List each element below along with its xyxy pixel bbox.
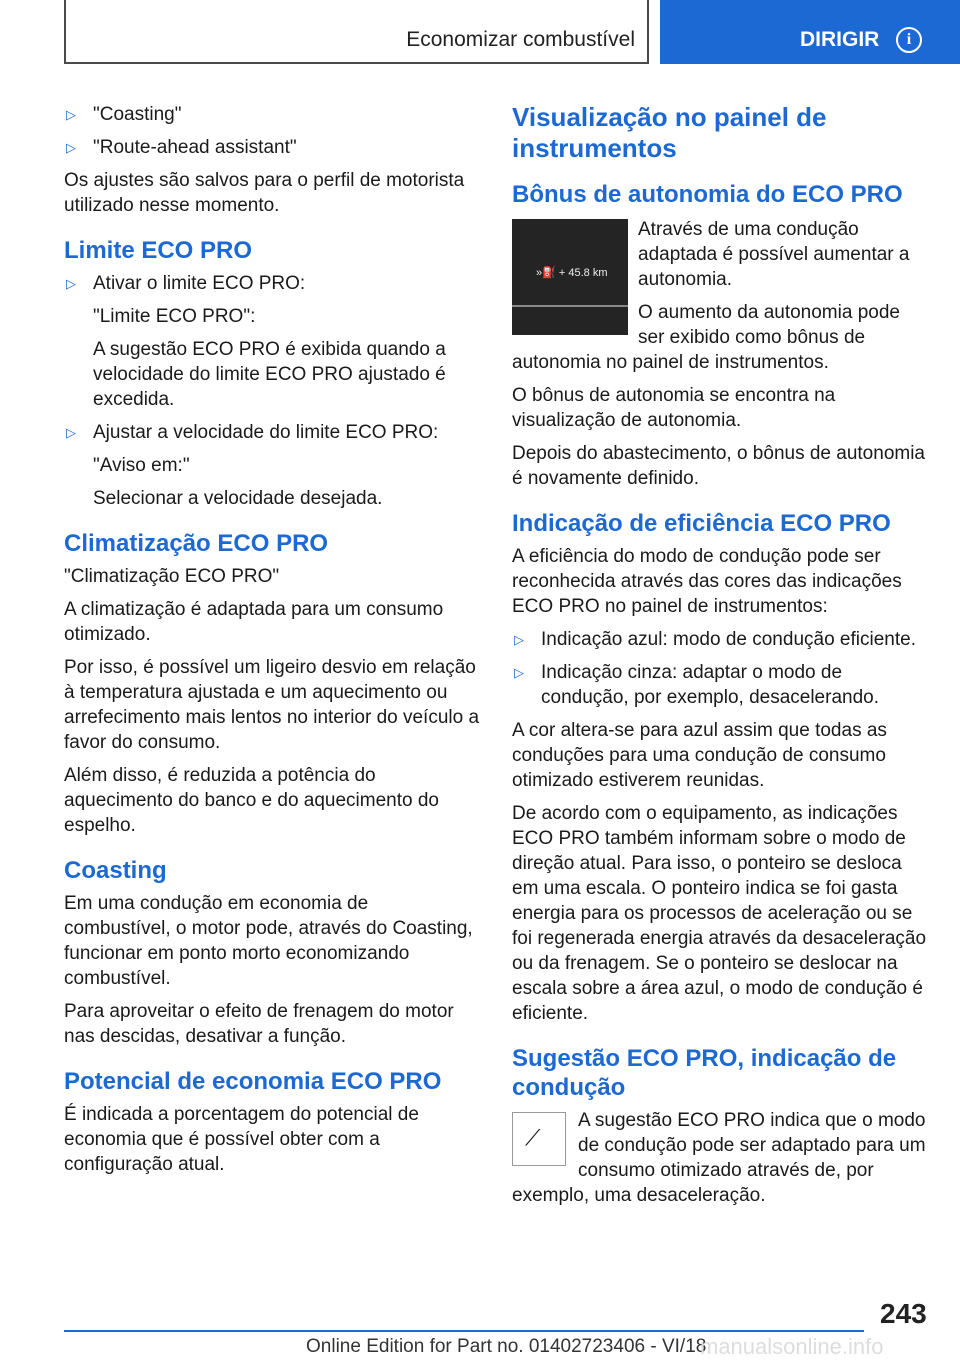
range-bonus-image xyxy=(512,219,628,335)
footer-divider xyxy=(64,1330,864,1332)
section-title: DIRIGIR xyxy=(800,28,880,51)
list-item: ▷ Ajustar a velocidade do limite ECO PRO: xyxy=(66,422,439,443)
heading-eficiencia: Indicação de eficiência ECO PRO xyxy=(512,510,891,537)
paragraph: O aumento da autonomia pode ser exibido como bônus de autonomia no painel de instrumentos. xyxy=(512,302,900,373)
paragraph: A sugestão ECO PRO indica que o modo de condução pode ser adaptado para um consumo otimizado através de, por exemplo, uma desaceleração. xyxy=(512,1110,926,1206)
heading-sugestao: Sugestão ECO PRO, indicação de condução xyxy=(512,1045,897,1101)
divider xyxy=(512,305,628,307)
paragraph: Para aproveitar o efeito de frenagem do motor nas descidas, desativar a função. xyxy=(64,1001,454,1047)
info-icon: i xyxy=(896,27,922,53)
paragraph: A eficiência do modo de condução pode ser reconhecida através das cores das indicações ECO PRO no painel de instrumentos: xyxy=(512,546,902,617)
list-item: ▷ "Coasting" xyxy=(66,104,182,125)
bullet-triangle-icon: ▷ xyxy=(66,107,76,122)
heading-potencial: Potencial de economia ECO PRO xyxy=(64,1068,442,1095)
sub-paragraph: "Aviso em:" xyxy=(93,455,190,476)
paragraph: Por isso, é possível um ligeiro desvio em relação à temperatura ajustada e um aquecimento ou arrefecimento mais lentos no interior do veículo a favor do consumo. xyxy=(64,657,480,753)
paragraph: De acordo com o equipamento, as indicações ECO PRO também informam sobre o modo de direção atual. Para isso, o ponteiro se desloca em uma escala. O ponteiro indica se foi gasta energia para os processos de aceleração ou se foi regenerada energia através da desaceleração ou da frenagem. Se o ponteiro se deslocar na escala sobre a área azul, o modo de condução é eficiente. xyxy=(512,803,927,1024)
paragraph: A climatização é adaptada para um consumo otimizado. xyxy=(64,599,444,645)
header-section-tab xyxy=(660,0,960,64)
shoe-pedal-icon: ⟋ xyxy=(525,1125,541,1150)
bullet-triangle-icon: ▷ xyxy=(514,632,524,647)
list-item: ▷ Ativar o limite ECO PRO: xyxy=(66,273,306,294)
sub-paragraph: "Limite ECO PRO": xyxy=(93,306,256,327)
paragraph: Em uma condução em economia de combustível, o motor pode, através do Coasting, funcionar em ponto morto economizando combustível. xyxy=(64,893,473,989)
bullet-triangle-icon: ▷ xyxy=(514,665,524,680)
list-item: ▷ Indicação azul: modo de condução eficiente. xyxy=(514,629,916,650)
paragraph: Além disso, é reduzida a potência do aquecimento do banco e do aquecimento do espelho. xyxy=(64,765,439,836)
heading-limite: Limite ECO PRO xyxy=(64,237,253,264)
list-item: ▷ "Route-ahead assistant" xyxy=(66,137,297,158)
paragraph: É indicada a porcentagem do potencial de economia que é possível obter com a configuração atual. xyxy=(64,1104,419,1175)
heading-coasting: Coasting xyxy=(64,857,167,884)
bullet-triangle-icon: ▷ xyxy=(66,276,76,291)
chapter-title: Economizar combustível xyxy=(406,28,635,51)
list-item: ▷ Indicação cinza: adaptar o modo de condução, por exemplo, desacelerando. xyxy=(514,662,880,708)
paragraph: Através de uma condução adaptada é possível aumentar a autonomia. xyxy=(638,219,910,290)
range-bonus-readout: »⛽ + 45.8 km xyxy=(536,267,608,279)
eco-hint-image xyxy=(512,1112,566,1166)
edition-note: Online Edition for Part no. 01402723406 - VI/18 xyxy=(306,1336,707,1357)
page-number: 243 xyxy=(880,1298,927,1329)
paragraph: Depois do abastecimento, o bônus de autonomia é novamente definido. xyxy=(512,443,925,489)
left-column xyxy=(64,102,480,1185)
heading-visualizacao: Visualização no painel de instrumentos xyxy=(512,102,827,163)
paragraph: Os ajustes são salvos para o perfil de motorista utilizado nesse momento. xyxy=(64,170,465,216)
paragraph: A cor altera-se para azul assim que todas as conduções para uma condução de consumo otimizado estiverem reunidas. xyxy=(512,720,887,791)
heading-bonus: Bônus de autonomia do ECO PRO xyxy=(512,181,903,208)
heading-climatizacao: Climatização ECO PRO xyxy=(64,530,329,557)
sub-paragraph: Selecionar a velocidade desejada. xyxy=(93,488,383,509)
right-column xyxy=(512,102,930,1216)
paragraph: O bônus de autonomia se encontra na visualização de autonomia. xyxy=(512,385,836,431)
watermark: manualsonline.info xyxy=(700,1334,884,1359)
sub-paragraph: A sugestão ECO PRO é exibida quando a velocidade do limite ECO PRO ajustado é excedida. xyxy=(93,339,446,410)
header-chapter-box xyxy=(64,0,649,64)
bullet-triangle-icon: ▷ xyxy=(66,425,76,440)
paragraph: "Climatização ECO PRO" xyxy=(64,566,280,587)
bullet-triangle-icon: ▷ xyxy=(66,140,76,155)
